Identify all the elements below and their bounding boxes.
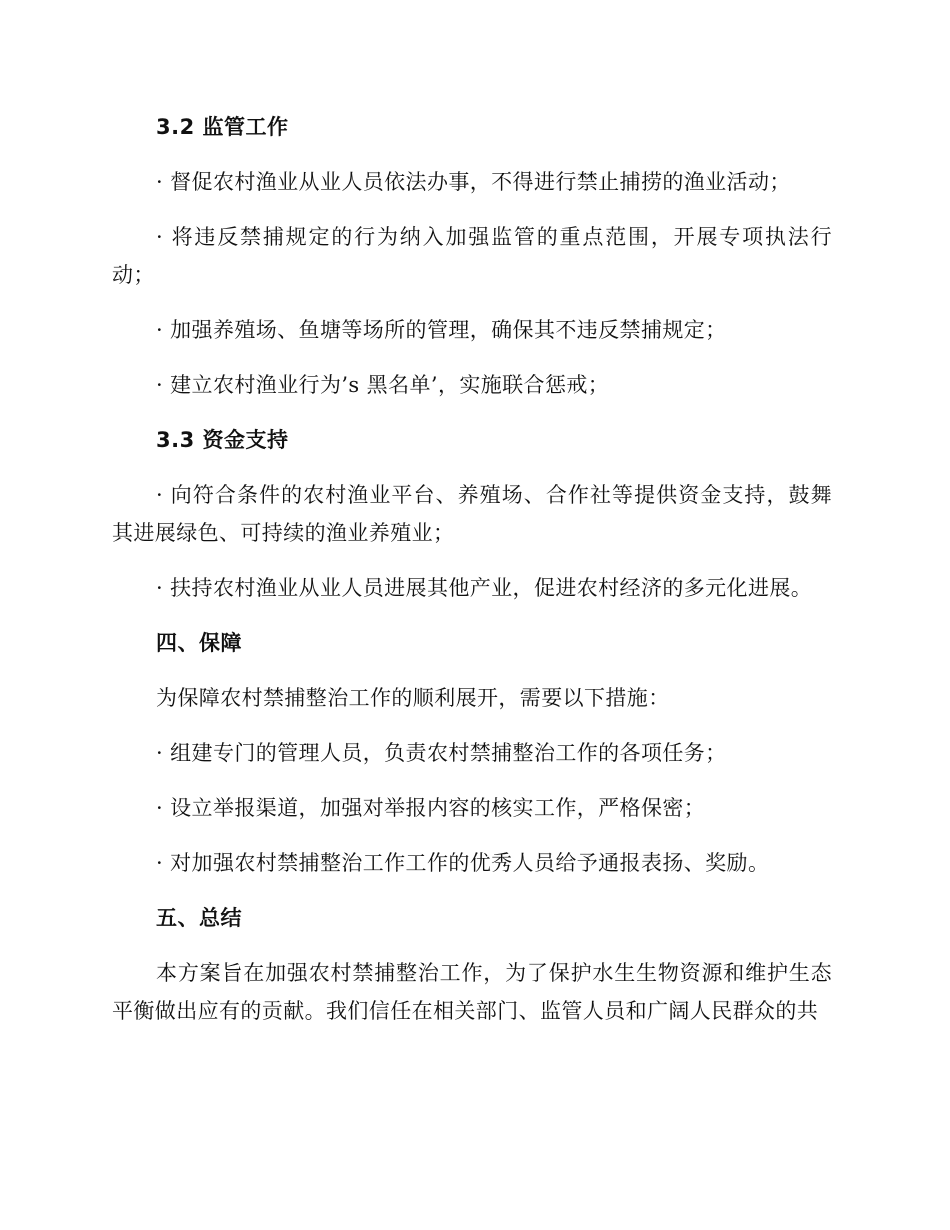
document-body [112,108,832,1030]
summary-paragraph: 本方案旨在加强农村禁捕整治工作，为了保护水生生物资源和维护生态平衡做出应有的贡献。我们信任在相关部门、监管人员和广阔人民群众的共 [112,961,832,1023]
list-item: · 督促农村渔业从业人员依法办事，不得进行禁止捕捞的渔业活动； [156,170,791,194]
list-item: · 扶持农村渔业从业人员进展其他产业，促进农村经济的多元化进展。 [156,576,813,600]
list-item: · 建立农村渔业行为’s 黑名单’，实施联合惩戒； [156,373,610,397]
list-item: · 组建专门的管理人员，负责农村禁捕整治工作的各项任务； [156,741,727,765]
list-item: · 对加强农村禁捕整治工作工作的优秀人员给予通报表扬、奖励。 [156,851,770,875]
section-intro: 为保障农村禁捕整治工作的顺利展开，需要以下措施： [156,686,670,710]
section-heading-3-3: 3.3 资金支持 [156,428,289,452]
list-item: · 将违反禁捕规定的行为纳入加强监管的重点范围，开展专项执法行动； [112,225,832,287]
list-item: · 向符合条件的农村渔业平台、养殖场、合作社等提供资金支持，鼓舞其进展绿色、可持续的渔业养殖业； [112,483,832,545]
list-item: · 设立举报渠道，加强对举报内容的核实工作，严格保密； [156,796,706,820]
section-heading-4: 四、保障 [156,631,242,655]
section-heading-3-2: 3.2 监管工作 [156,115,289,139]
list-item: · 加强养殖场、鱼塘等场所的管理，确保其不违反禁捕规定； [156,318,727,342]
section-heading-5: 五、总结 [156,906,242,930]
